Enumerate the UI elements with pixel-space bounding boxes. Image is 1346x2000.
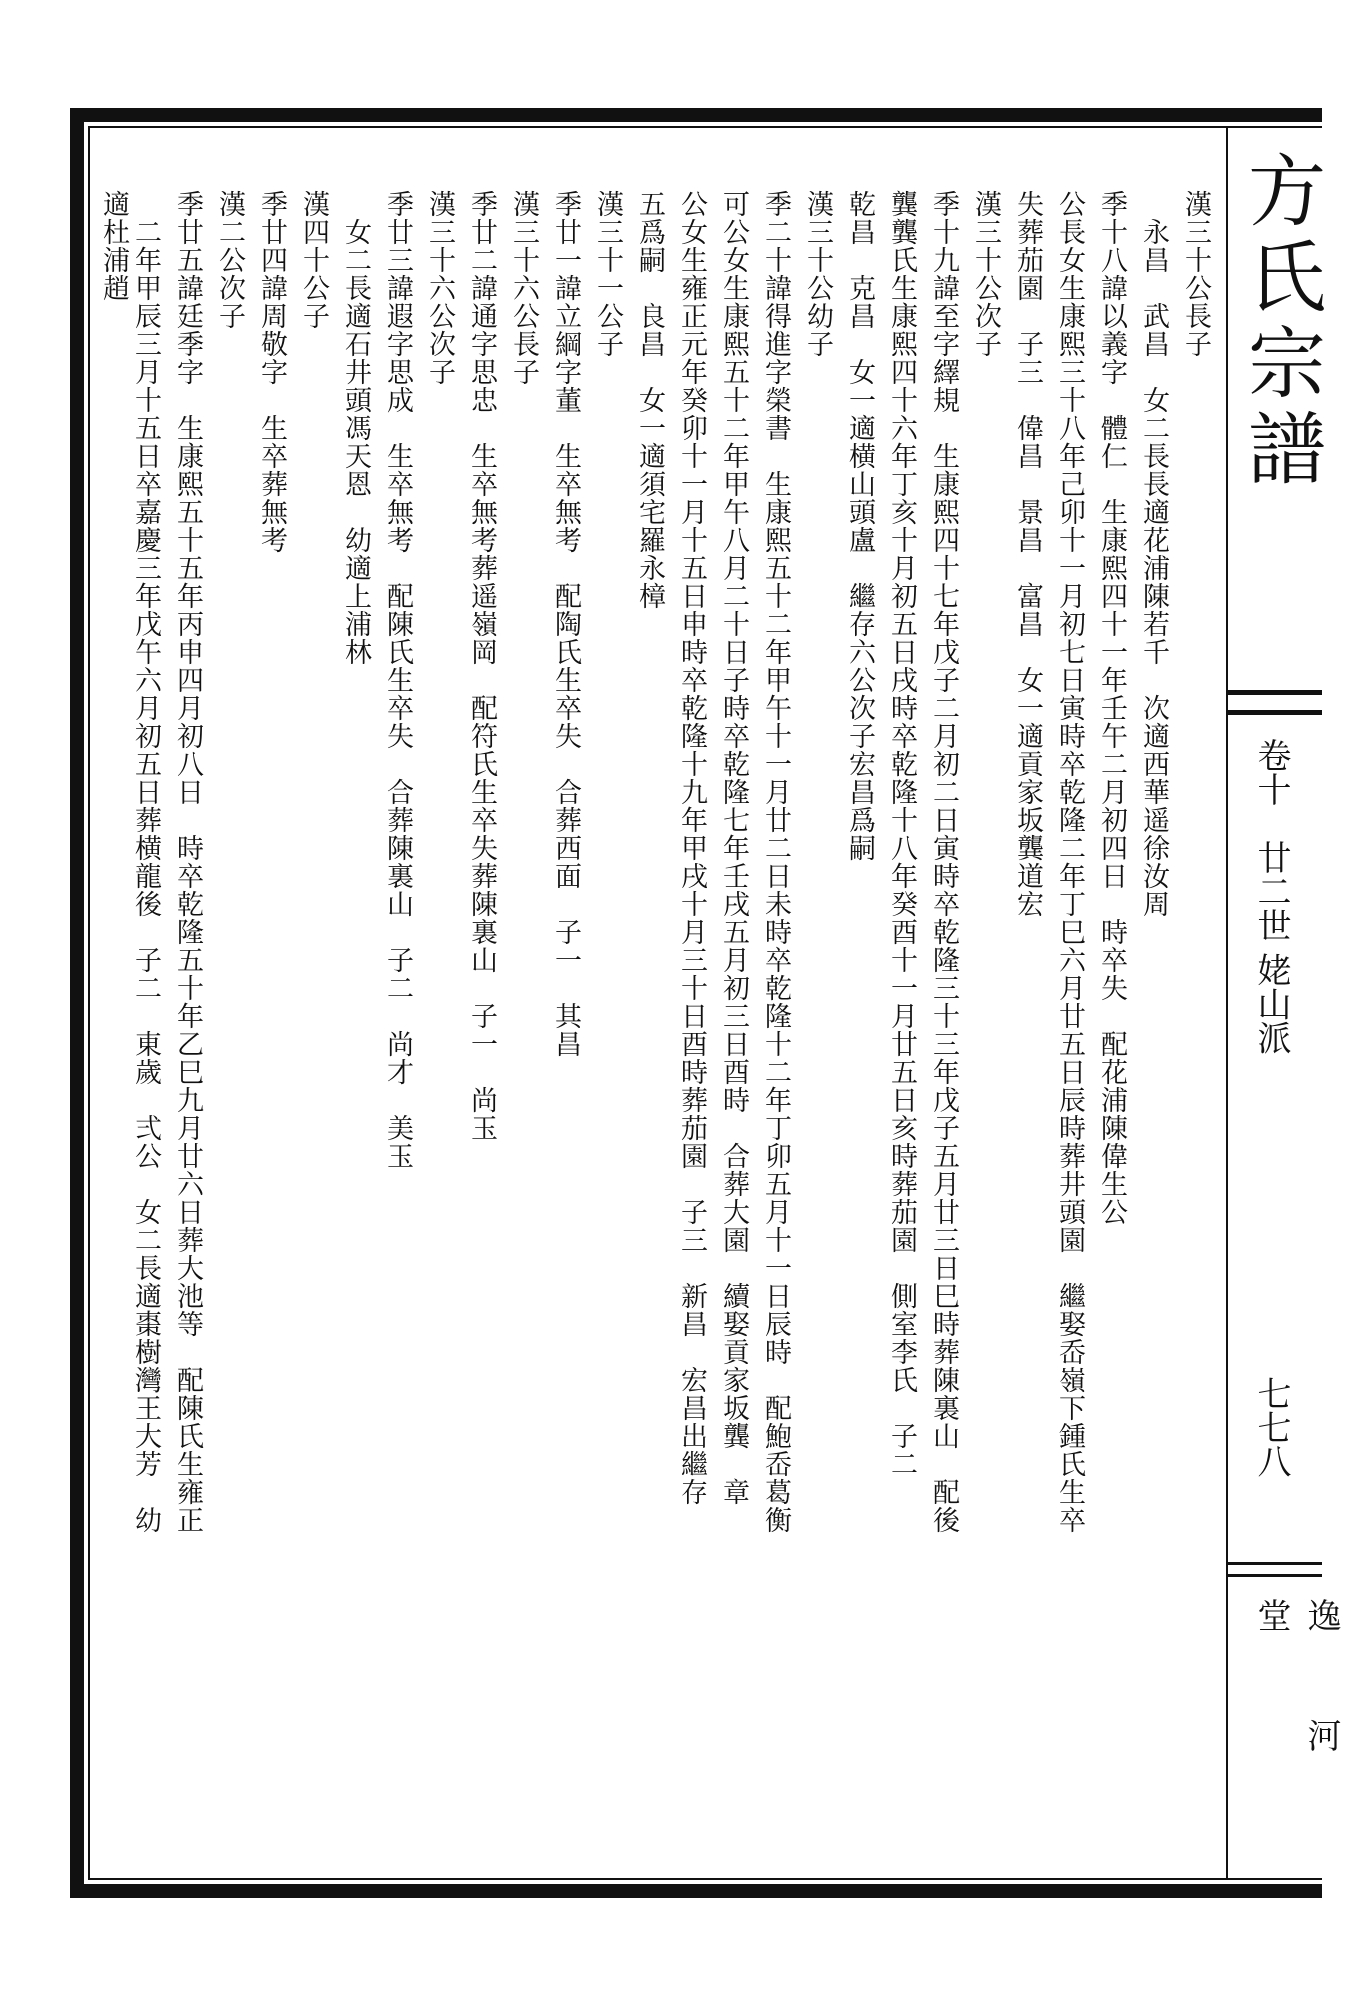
side-title-band (1228, 128, 1341, 1878)
text-column: 漢三十六公次子 (424, 190, 455, 386)
text-column: 五爲嗣 良昌 女一適須宅羅永樟 (634, 190, 665, 610)
volume-info: 卷十 廿二世 姥山派 (1251, 738, 1291, 1055)
text-column: 公長女生康熙三十八年己卯十一月初七日寅時卒乾隆二年丁巳六月廿五日辰時葬井頭園 繼娶岙嶺下鍾氏生卒 (1054, 190, 1085, 1534)
text-column: 適杜浦趙 (98, 190, 129, 302)
text-column: 乾昌 克昌 女一適横山頭盧 繼存六公次子宏昌爲嗣 (844, 190, 875, 862)
text-column: 季廿二諱通字思忠 生卒無考葬遥嶺岡 配符氏生卒失葬陳裏山 子一 尚玉 (466, 190, 497, 1142)
text-column: 漢三十公次子 (970, 190, 1001, 358)
title-rule-lower (1228, 710, 1322, 715)
text-column: 季二十諱得進字榮書 生康熙五十二年甲午十一月廿二日未時卒乾隆十二年丁卯五月十一日辰時 配鮑岙葛衡 (760, 190, 791, 1534)
genealogy-text-body (96, 190, 1226, 1880)
text-column: 季十八諱以義字 體仁 生康熙四十一年壬午二月初四日 時卒失 配花浦陳偉生公 (1096, 190, 1127, 1226)
text-column: 公女生雍正元年癸卯十一月十五日申時卒乾隆十九年甲戌十月三十日酉時葬茄園 子三 新昌 宏昌出繼存 (676, 190, 707, 1506)
text-column: 漢三十一公子 (592, 190, 623, 358)
page-number: 七七八 (1251, 1376, 1291, 1478)
genealogy-title: 方氏宗譜 (1235, 150, 1325, 494)
hall-name: 逸河堂 (1251, 1598, 1341, 1838)
text-column: 季廿一諱立綱字董 生卒無考 配陶氏生卒失 合葬西面 子一 其昌 (550, 190, 581, 1058)
text-column: 女二長適石井頭馮天恩 幼適上浦林 (340, 190, 371, 666)
text-column: 漢二公次子 (214, 190, 245, 330)
text-column: 龔龔氏生康熙四十六年丁亥十月初五日戌時卒乾隆十八年癸酉十一月廿五日亥時葬茄園 側室李氏 子二 (886, 190, 917, 1478)
text-column: 失葬茄園 子三 偉昌 景昌 富昌 女一適貢家坂龔道宏 (1012, 190, 1043, 918)
text-column: 季廿三諱遐字思成 生卒無考 配陳氏生卒失 合葬陳裏山 子二 尚才 美玉 (382, 190, 413, 1170)
text-column: 漢三十公長子 (1180, 190, 1211, 358)
text-column: 永昌 武昌 女二長長適花浦陳若千 次適西華遥徐汝周 (1138, 190, 1169, 918)
text-column: 季廿五諱廷季字 生康熙五十五年丙申四月初八日 時卒乾隆五十年乙巳九月廿六日葬大池等 配陳氏生雍正 (172, 190, 203, 1534)
text-column: 漢三十六公長子 (508, 190, 539, 386)
hall-rule-upper (1228, 1562, 1322, 1565)
text-column: 可公女生康熙五十二年甲午八月二十日子時卒乾隆七年壬戌五月初三日酉時 合葬大園 續娶貢家坂龔 章 (718, 190, 749, 1506)
hall-rule-lower (1228, 1574, 1322, 1577)
text-column: 二年甲辰三月十五日卒嘉慶三年戊午六月初五日葬横龍後 子二 東歲 弍公 女二長適棗樹灣王大芳 幼 (130, 190, 161, 1534)
title-rule-upper (1228, 690, 1322, 695)
text-column: 季十九諱至字繹規 生康熙四十七年戊子二月初二日寅時卒乾隆三十三年戊子五月廿三日巳時葬陳裏山 配後 (928, 190, 959, 1534)
text-column: 漢四十公子 (298, 190, 329, 330)
text-column: 漢三十公幼子 (802, 190, 833, 358)
text-column: 季廿四諱周敬字 生卒葬無考 (256, 190, 287, 554)
